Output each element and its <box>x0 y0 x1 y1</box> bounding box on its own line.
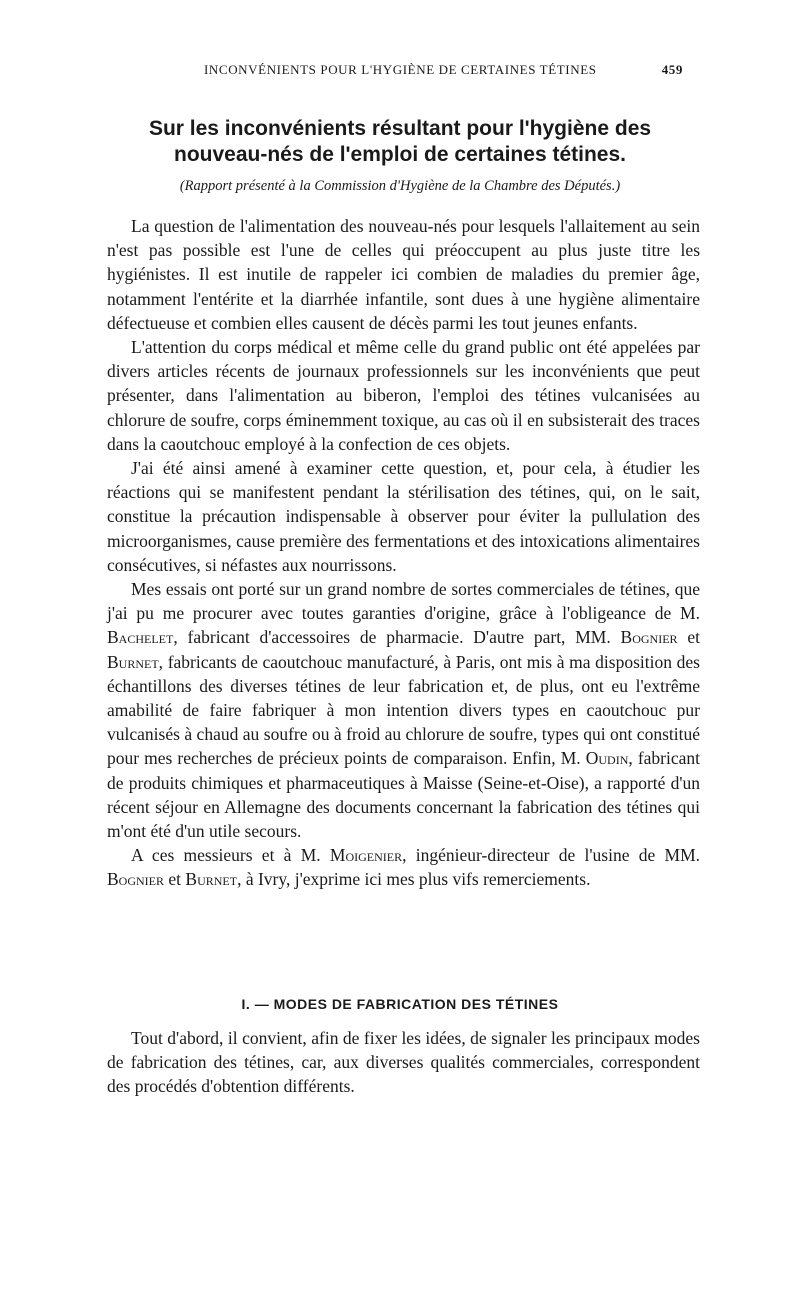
paragraph-5-text-a: A ces messieurs et à M. <box>131 845 330 866</box>
running-title: INCONVÉNIENTS POUR L'HYGIÈNE DE CERTAINES TÉTINES <box>204 62 597 77</box>
paragraph-4 <box>107 577 700 843</box>
person-name-burnet-2: Burnet <box>185 869 238 890</box>
paragraph-4-text-e: , fabricant de produits chimiques et pharmaceutiques à Maisse (Seine-et-Oise), a rapporté d'un récent séjour en Allemagne des documents concernant la fabrication des tétines qui m'ont été d'un utile secours. <box>107 748 700 842</box>
section-paragraph-1: Tout d'abord, il convient, afin de fixer les idées, de signaler les principaux modes de fabrication des tétines, car, aux diverses qualités commerciales, correspondent des procédés d'obtention différents. <box>107 1028 700 1097</box>
paragraph-4-text-b: , fabricant d'accessoires de pharmacie. D'autre part, MM. <box>173 627 621 648</box>
person-name-burnet: Burnet <box>107 651 159 672</box>
article-body <box>107 214 700 892</box>
person-name-moigenier: Moigenier <box>329 845 403 866</box>
page-number: 459 <box>661 62 683 77</box>
paragraph-5-text-d: , à Ivry, j'exprime ici mes plus vifs remerciements. <box>237 869 591 890</box>
paragraph-4-text-d: , fabricants de caoutchouc manufacturé, à Paris, ont mis à ma disposition des échantillons des diverses tétines de leur fabrication et, de plus, ont eu l'extrême amabilité de faire fabriquer à mon intention divers types en caoutchouc pur vulcanisés à chaud au soufre ou à froid au chlorure de soufre, types qui ont constitué pour mes recherches de précieux points de comparaison. Enfin, M. <box>107 651 700 769</box>
paragraph-5-text-c: et <box>164 869 186 890</box>
section-body <box>107 1026 700 1099</box>
section-heading: I. — MODES DE FABRICATION DES TÉTINES <box>241 996 559 1012</box>
running-header <box>108 62 683 84</box>
person-name-bognier: Bognier <box>620 627 678 648</box>
paragraph-5 <box>107 843 700 891</box>
paragraph-5-text-b: , ingénieur-directeur de l'usine de MM. <box>402 845 701 866</box>
person-name-bognier-2: Bognier <box>107 869 165 890</box>
article-title: Sur les inconvénients résultant pour l'hygiène des nouveau-nés de l'emploi de certaines tétines. <box>148 117 652 166</box>
person-name-bachelet: Bachelet <box>107 627 174 648</box>
person-name-oudin: Oudin <box>585 748 629 769</box>
paragraph-2: L'attention du corps médical et même celle du grand public ont été appelées par divers articles récents de journaux professionnels sur les inconvénients que peut présenter, dans l'alimentation au biberon, l'emploi des tétines vulcanisées au chlorure de soufre, corps éminemment toxique, au cas où il en subsisterait des traces dans la caoutchouc employé à la confection de ces objets. <box>107 337 700 454</box>
paragraph-1: La question de l'alimentation des nouveau-nés pour lesquels l'allaitement au sein n'est pas possible est l'une de celles qui préoccupent au plus juste titre les hygiénistes. Il est inutile de rappeler ici combien de maladies du premier âge, notamment l'entérite et la diarrhée infantile, sont dues à une hygiène alimentaire défectueuse et combien elles causent de décès parmi les tout jeunes enfants. <box>107 216 700 333</box>
paragraph-4-text-a: Mes essais ont porté sur un grand nombre de sortes commerciales de tétines, que j'ai pu me procurer avec toutes garanties d'origine, grâce à l'obligeance de M. <box>107 579 700 624</box>
paragraph-3: J'ai été ainsi amené à examiner cette question, et, pour cela, à étudier les réactions qui se manifestent pendant la stérilisation des tétines, qui, on le sait, constitue la précaution indispensable à observer pour éviter la pullulation des microorganismes, cause première des fermentations et des intoxications alimentaires consécutives, si néfastes aux nourrissons. <box>107 458 700 575</box>
article-subtitle: (Rapport présenté à la Commission d'Hygiène de la Chambre des Députés.) <box>179 178 621 194</box>
paragraph-4-text-c: et <box>677 627 700 648</box>
